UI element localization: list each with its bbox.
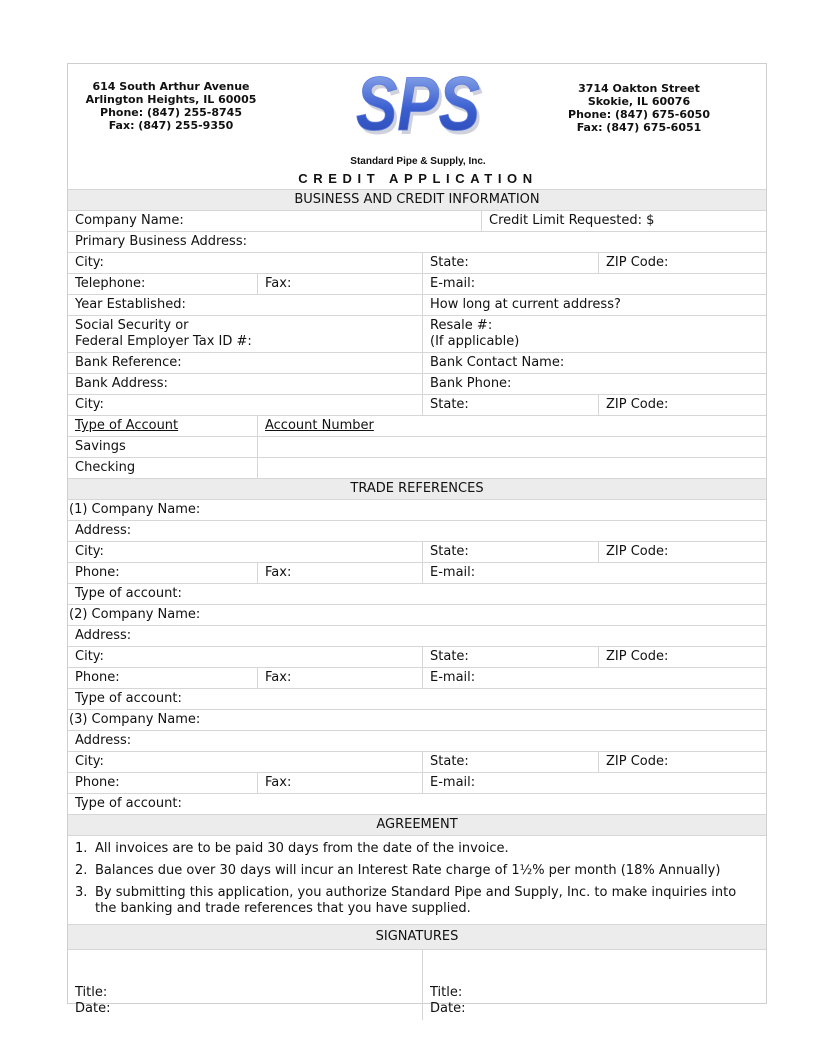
trade-ref-company-row (68, 499, 766, 520)
trade-ref-company-field[interactable]: (3) Company Name: (69, 712, 201, 727)
fax-line: Fax: (847) 255-9350 (108, 119, 234, 132)
section-business-header: BUSINESS AND CREDIT INFORMATION (68, 189, 766, 210)
date-label: Date: (75, 1001, 111, 1016)
agreement-item-number: 1. (75, 841, 88, 856)
form-title: CREDIT APPLICATION (298, 171, 538, 186)
trade-ref-type-row (68, 583, 766, 604)
bank-city-field[interactable]: City: (75, 397, 104, 412)
trade-ref-address-field[interactable]: Address: (75, 628, 132, 643)
section-signatures-header: SIGNATURES (68, 924, 766, 949)
agreement-item-text: All invoices are to be paid 30 days from the date of the invoice. (95, 841, 509, 856)
trade-ref-email-field[interactable]: E-mail: (422, 563, 766, 583)
bank-phone-field[interactable]: Bank Phone: (422, 374, 766, 394)
trade-ref-company-row (68, 709, 766, 730)
trade-ref-address-row (68, 730, 766, 751)
section-trade-header: TRADE REFERENCES (68, 478, 766, 499)
trade-ref-city-field[interactable]: City: (75, 754, 104, 769)
account-number-heading: Account Number (257, 416, 766, 436)
trade-ref-phone-field[interactable]: Phone: (75, 775, 120, 790)
trade-ref-city-row (68, 541, 766, 562)
trade-ref-phone-row (68, 667, 766, 688)
trade-ref-company-field[interactable]: (2) Company Name: (69, 607, 201, 622)
svg-text:SPS: SPS (359, 72, 483, 140)
resale-field[interactable] (422, 316, 766, 352)
trade-ref-zip-field[interactable]: ZIP Code: (598, 542, 766, 562)
year-established-field[interactable]: Year Established: (75, 297, 186, 312)
bank-city-row (68, 394, 766, 415)
trade-ref-type-row (68, 688, 766, 709)
bank-zip-field[interactable]: ZIP Code: (598, 395, 766, 415)
bank-state-field[interactable]: State: (422, 395, 598, 415)
tax-id-field[interactable] (68, 316, 422, 352)
trade-ref-type-row (68, 793, 766, 814)
trade-ref-fax-field[interactable]: Fax: (257, 773, 422, 793)
trade-ref-state-field[interactable]: State: (422, 542, 598, 562)
address-line: Arlington Heights, IL 60005 (85, 93, 257, 106)
trade-ref-city-row (68, 751, 766, 772)
tax-id-label-line1: Social Security or (75, 318, 189, 333)
trade-ref-state-field[interactable]: State: (422, 647, 598, 667)
checking-label: Checking (75, 460, 136, 475)
city-field[interactable]: City: (75, 255, 104, 270)
bank-address-field[interactable]: Bank Address: (75, 376, 168, 391)
bank-reference-field[interactable]: Bank Reference: (75, 355, 182, 370)
primary-address-row (68, 231, 766, 252)
title-label: Title: (75, 985, 108, 1000)
bank-reference-row (68, 352, 766, 373)
agreement-item-number: 2. (75, 863, 88, 878)
savings-row (68, 436, 766, 457)
fax-field[interactable]: Fax: (257, 274, 422, 294)
resale-label-line2: (If applicable) (430, 334, 520, 349)
tax-id-row (68, 315, 766, 352)
trade-ref-company-row (68, 604, 766, 625)
agreement-item-text: Balances due over 30 days will incur an Interest Rate charge of 1½% per month (18% Annually) (95, 863, 721, 878)
city-row (68, 252, 766, 273)
bank-address-row (68, 373, 766, 394)
trade-ref-fax-field[interactable]: Fax: (257, 563, 422, 583)
section-agreement-header: AGREEMENT (68, 814, 766, 835)
phone-line: Phone: (847) 255-8745 (100, 106, 242, 119)
title-label: Title: (430, 985, 463, 1000)
date-label: Date: (430, 1001, 466, 1016)
bank-contact-field[interactable]: Bank Contact Name: (422, 353, 766, 373)
signature-area (68, 949, 766, 1020)
zip-field[interactable]: ZIP Code: (598, 253, 766, 273)
checking-row (68, 457, 766, 478)
company-name-row (68, 210, 766, 231)
phone-line: Phone: (847) 675-6050 (568, 108, 710, 121)
trade-ref-zip-field[interactable]: ZIP Code: (598, 647, 766, 667)
year-established-row (68, 294, 766, 315)
trade-ref-state-field[interactable]: State: (422, 752, 598, 772)
logo-text: SPS (356, 72, 480, 140)
address-line: Skokie, IL 60076 (587, 95, 691, 108)
form-body (68, 189, 766, 1020)
trade-ref-email-field[interactable]: E-mail: (422, 668, 766, 688)
trade-ref-email-field[interactable]: E-mail: (422, 773, 766, 793)
account-header-row (68, 415, 766, 436)
fax-line: Fax: (847) 675-6051 (576, 121, 702, 134)
trade-ref-zip-field[interactable]: ZIP Code: (598, 752, 766, 772)
trade-ref-type-field[interactable]: Type of account: (75, 796, 182, 811)
trade-ref-address-field[interactable]: Address: (75, 523, 132, 538)
savings-account-number-field[interactable] (257, 437, 766, 457)
trade-ref-phone-field[interactable]: Phone: (75, 565, 120, 580)
agreement-item-number: 3. (75, 885, 88, 900)
trade-ref-phone-field[interactable]: Phone: (75, 670, 120, 685)
trade-ref-company-field[interactable]: (1) Company Name: (69, 502, 201, 517)
agreement-terms (68, 835, 766, 924)
trade-ref-fax-field[interactable]: Fax: (257, 668, 422, 688)
signature-box-right[interactable] (422, 950, 766, 1020)
state-field[interactable]: State: (422, 253, 598, 273)
primary-address-field[interactable]: Primary Business Address: (75, 234, 247, 249)
telephone-row (68, 273, 766, 294)
trade-ref-city-row (68, 646, 766, 667)
trade-ref-type-field[interactable]: Type of account: (75, 691, 182, 706)
trade-ref-city-field[interactable]: City: (75, 649, 104, 664)
credit-limit-field[interactable]: Credit Limit Requested: $ (481, 211, 766, 231)
trade-ref-address-row (68, 625, 766, 646)
email-field[interactable]: E-mail: (422, 274, 766, 294)
trade-ref-type-field[interactable]: Type of account: (75, 586, 182, 601)
resale-label-line1: Resale #: (430, 318, 493, 333)
trade-ref-phone-row (68, 562, 766, 583)
checking-account-number-field[interactable] (257, 458, 766, 478)
credit-application-form (67, 63, 767, 1016)
trade-ref-city-field[interactable]: City: (75, 544, 104, 559)
signature-box-left[interactable] (68, 950, 422, 1020)
address-line: 614 South Arthur Avenue (92, 80, 250, 93)
savings-label: Savings (75, 439, 126, 454)
letterhead (68, 64, 768, 190)
skokie-address (539, 82, 739, 134)
tax-id-label-line2: Federal Employer Tax ID #: (75, 334, 252, 349)
type-of-account-heading: Type of Account (75, 418, 179, 433)
trade-ref-phone-row (68, 772, 766, 793)
telephone-field[interactable]: Telephone: (75, 276, 146, 291)
sps-logo (354, 72, 484, 140)
trade-ref-address-row (68, 520, 766, 541)
company-name: Standard Pipe & Supply, Inc. (350, 156, 486, 167)
company-name-field[interactable]: Company Name: (75, 213, 184, 228)
agreement-item-text: By submitting this application, you authorize Standard Pipe and Supply, Inc. to make inquiries into the banking and trade references that you have supplied. (95, 885, 737, 916)
how-long-field[interactable]: How long at current address? (422, 295, 766, 315)
arlington-address (71, 80, 271, 132)
address-line: 3714 Oakton Street (578, 82, 700, 95)
trade-ref-address-field[interactable]: Address: (75, 733, 132, 748)
